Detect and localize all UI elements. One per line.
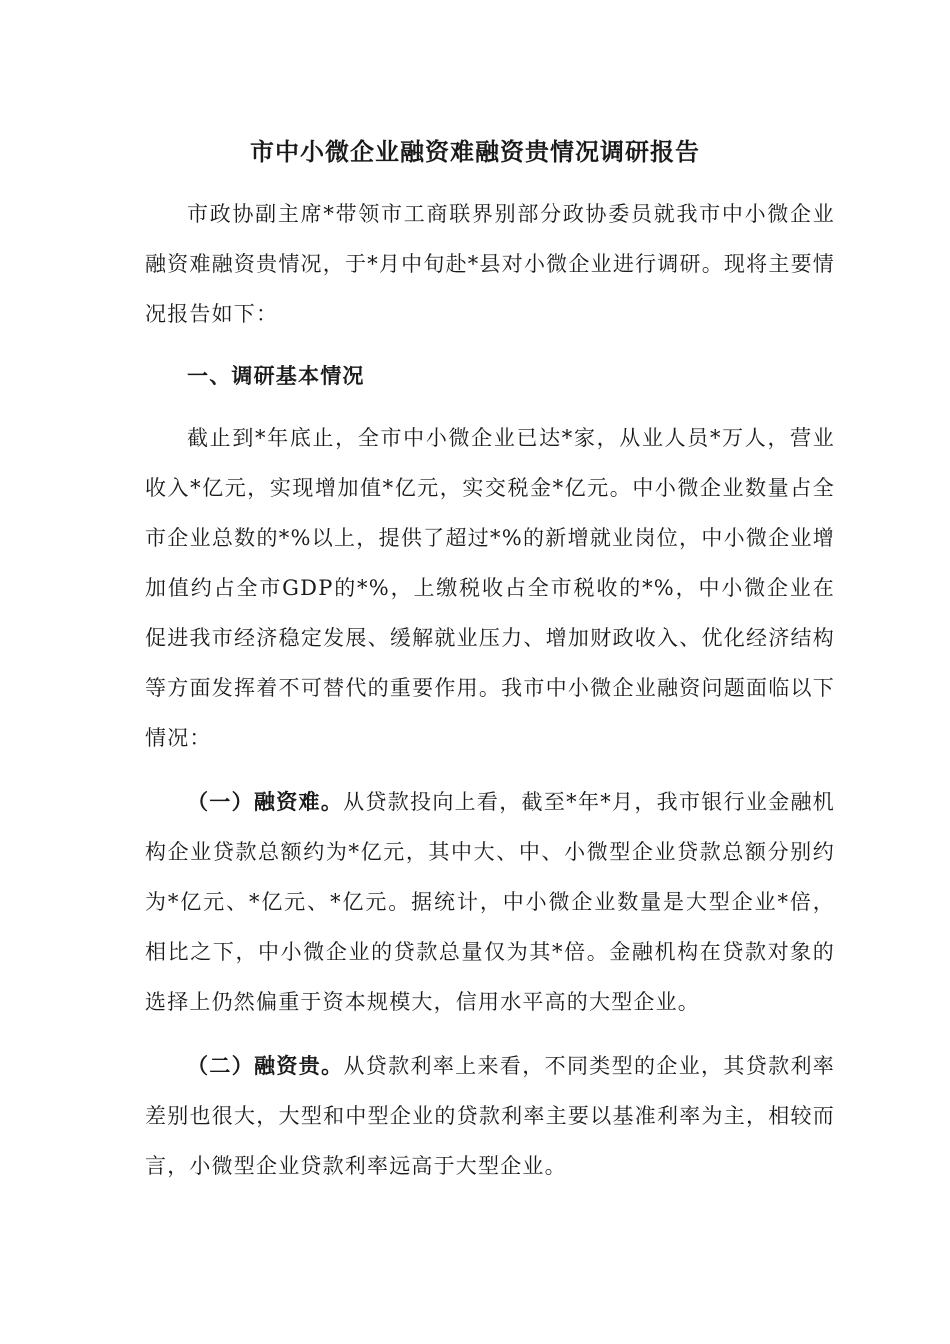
intro-paragraph: 市政协副主席*带领市工商联界别部分政协委员就我市中小微企业融资难融资贵情况，于*月中旬赴*县对小微企业进行调研。现将主要情况报告如下： (145, 202, 835, 326)
document-title: 市中小微企业融资难融资贵情况调研报告 (250, 137, 700, 166)
section1-paragraph: 截止到*年底止，全市中小微企业已达*家，从业人员*万人，营业收入*亿元，实现增加值*亿元，实交税金*亿元。中小微企业数量占全市企业总数的*%以上，提供了超过*%的新增就业岗位，中小微企业增加值约占全市GDP的*%，上缴税收占全市税收的*%，中小微企业在促进我市经济稳定发展、缓解就业压力、增加财政收入、优化经济结构等方面发挥着不可替代的重要作用。我市中小微企业融资问题面临以下情况： (145, 426, 835, 750)
item1-lead: （一）融资难。 (187, 789, 344, 814)
item2-lead: （二）融资贵。 (187, 1053, 344, 1078)
document-body (145, 189, 835, 1191)
section-heading-1: 一、调研基本情况 (187, 363, 365, 388)
item2-text: 从贷款利率上来看，不同类型的企业，其贷款利率差别也很大，大型和中型企业的贷款利率主要以基准利率为主，相较而言，小微型企业贷款利率远高于大型企业。 (145, 1054, 835, 1178)
item2-paragraph (145, 1041, 835, 1191)
spacer (145, 763, 835, 777)
spacer (145, 401, 835, 413)
item1-paragraph (145, 777, 835, 1027)
spacer (145, 1027, 835, 1041)
item1-text: 从贷款投向上看，截至*年*月，我市银行业金融机构企业贷款总额约为*亿元，其中大、中、小微型企业贷款总额分别约为*亿元、*亿元、*亿元。据统计，中小微企业数量是大型企业*倍，相比之下，中小微企业的贷款总量仅为其*倍。金融机构在贷款对象的选择上仍然偏重于资本规模大，信用水平高的大型企业。 (145, 790, 835, 1014)
spacer (145, 339, 835, 351)
